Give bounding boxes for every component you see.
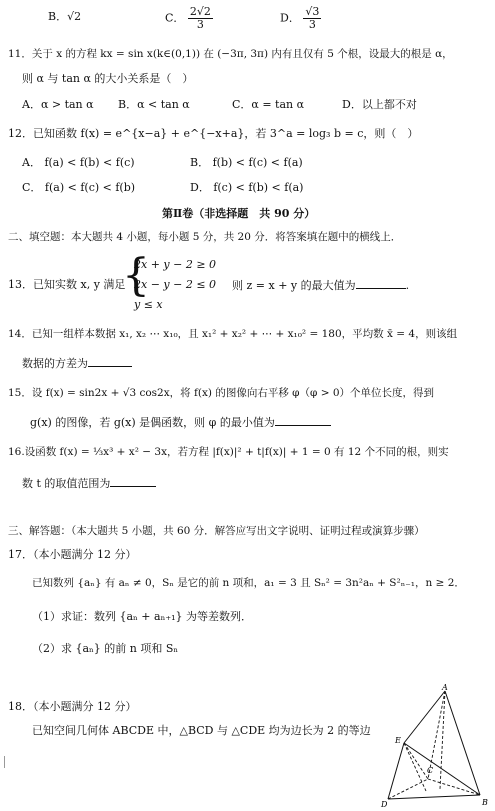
q11-line1: 11．关于 x 的方程 kx = sin x(k∈(0,1)) 在 (−3π, 3π) 内有且仅有 5 个根，设最大的根是 α， <box>8 48 453 60</box>
label-e: E <box>395 736 401 745</box>
solid-figure-abcde <box>378 683 493 808</box>
q13-tail <box>232 278 409 292</box>
q15-line1: 15．设 f(x) = sin2x + √3 cos2x，将 f(x) 的图像向右平移 φ（φ > 0）个单位长度，得到 <box>8 387 435 399</box>
q17-part2: （2）求 {aₙ} 的前 n 项和 Sₙ <box>32 642 179 655</box>
q14-line2-text: 数据的方差为 <box>22 357 88 370</box>
q11-line2: 则 α 与 tan α 的大小关系是（ ） <box>22 72 194 85</box>
q11-option-b: B．α < tan α <box>118 98 190 111</box>
q11-option-d: D．以上都不对 <box>342 98 417 111</box>
edge-cb <box>428 779 480 795</box>
corner-mark <box>4 756 5 768</box>
q15-answer-blank[interactable] <box>275 415 331 426</box>
q10-option-c <box>165 6 213 31</box>
q10-c-numerator: 2√2 <box>189 5 211 18</box>
q10-option-c-label: C． <box>165 11 185 25</box>
q13-lead: 13．已知实数 x, y 满足 <box>8 278 126 291</box>
label-d: D <box>381 800 388 808</box>
q15-line2 <box>30 415 331 429</box>
q16-answer-blank[interactable] <box>110 476 156 487</box>
q13-period: . <box>405 279 410 292</box>
edge-ab <box>445 691 480 795</box>
q12-stem: 12．已知函数 f(x) = e^{x−a} + e^{−x+a}，若 3^a = log₃ b = c，则（ ） <box>8 127 419 140</box>
q10-option-d-label: D． <box>280 11 300 25</box>
section2-title: 第Ⅱ卷（非选择题 共 90 分） <box>162 207 316 220</box>
q13-constraint-2: 2x − y − 2 ≤ 0 <box>134 278 217 291</box>
q10-d-numerator: √3 <box>305 5 320 18</box>
q10-option-d <box>280 6 321 31</box>
q16-line1: 16.设函数 f(x) = ⅓x³ + x² − 3x，若方程 |f(x)|² + t|f(x)| + 1 = 0 有 12 个不同的根，则实 <box>8 446 449 458</box>
q10-option-d-fraction <box>303 6 321 31</box>
q12-option-a: A． f(a) < f(b) < f(c) <box>22 156 135 169</box>
q18-title: 18．（本小题满分 12 分） <box>8 700 137 713</box>
label-c: C <box>427 766 434 775</box>
q12-option-d: D． f(c) < f(b) < f(a) <box>190 181 304 194</box>
edge-db <box>388 795 480 799</box>
q14-answer-blank[interactable] <box>88 356 132 367</box>
q10-c-denominator: 3 <box>196 18 204 32</box>
q12-option-b: B． f(b) < f(c) < f(a) <box>190 156 303 169</box>
edge-eb <box>404 743 480 795</box>
q10-d-denominator: 3 <box>308 18 316 32</box>
label-a: A <box>442 683 448 692</box>
q13-constraint-3: y ≤ x <box>134 298 163 311</box>
q10-option-c-fraction <box>188 6 213 31</box>
q11-option-a: A．α > tan α <box>22 98 94 111</box>
label-b: B <box>482 798 488 807</box>
edge-ae <box>404 691 445 743</box>
q13-answer-blank[interactable] <box>356 278 406 289</box>
q17-title: 17．（本小题满分 12 分） <box>8 548 137 561</box>
q14-line2 <box>22 356 132 370</box>
q13-constraint-1: 2x + y − 2 ≥ 0 <box>134 258 217 271</box>
q13-tail-text: 则 z = x + y 的最大值为 <box>232 279 356 292</box>
q14-line1: 14．已知一组样本数据 x₁, x₂ ⋯ x₁₀，且 x₁² + x₂² + ⋯ + x₁₀² = 180，平均数 x̄ = 4，则该组 <box>8 328 458 340</box>
q17-stem: 已知数列 {aₙ} 有 aₙ ≠ 0，Sₙ 是它的前 n 项和，a₁ = 3 且 Sₙ² = 3n²aₙ + S²ₙ₋₁，n ≥ 2． <box>32 577 465 589</box>
q17-part1: （1）求证：数列 {aₙ + aₙ₊₁} 为等差数列． <box>32 610 253 623</box>
q16-line2-text: 数 t 的取值范围为 <box>22 477 111 490</box>
q12-option-c: C． f(a) < f(c) < f(b) <box>22 181 136 194</box>
q16-line2 <box>22 476 156 490</box>
q15-line2-text: g(x) 的图像，若 g(x) 是偶函数，则 φ 的最小值为 <box>30 416 275 429</box>
edge-ed <box>388 743 404 799</box>
q11-option-c: C．α = tan α <box>232 98 305 111</box>
q18-stem: 已知空间几何体 ABCDE 中，△BCD 与 △CDE 均为边长为 2 的等边 <box>32 724 371 737</box>
q10-option-b: B．√2 <box>48 10 82 23</box>
edge-a-foot <box>440 691 445 789</box>
edge-ec <box>404 743 428 779</box>
fill-in-header: 二、填空题：本大题共 4 小题，每小题 5 分，共 20 分．将答案填在题中的横线上． <box>8 231 402 243</box>
q13-brace: { <box>122 250 150 301</box>
answer-section-header: 三、解答题：（本大题共 5 小题，共 60 分．解答应写出文字说明、证明过程或演算步骤） <box>8 525 425 537</box>
